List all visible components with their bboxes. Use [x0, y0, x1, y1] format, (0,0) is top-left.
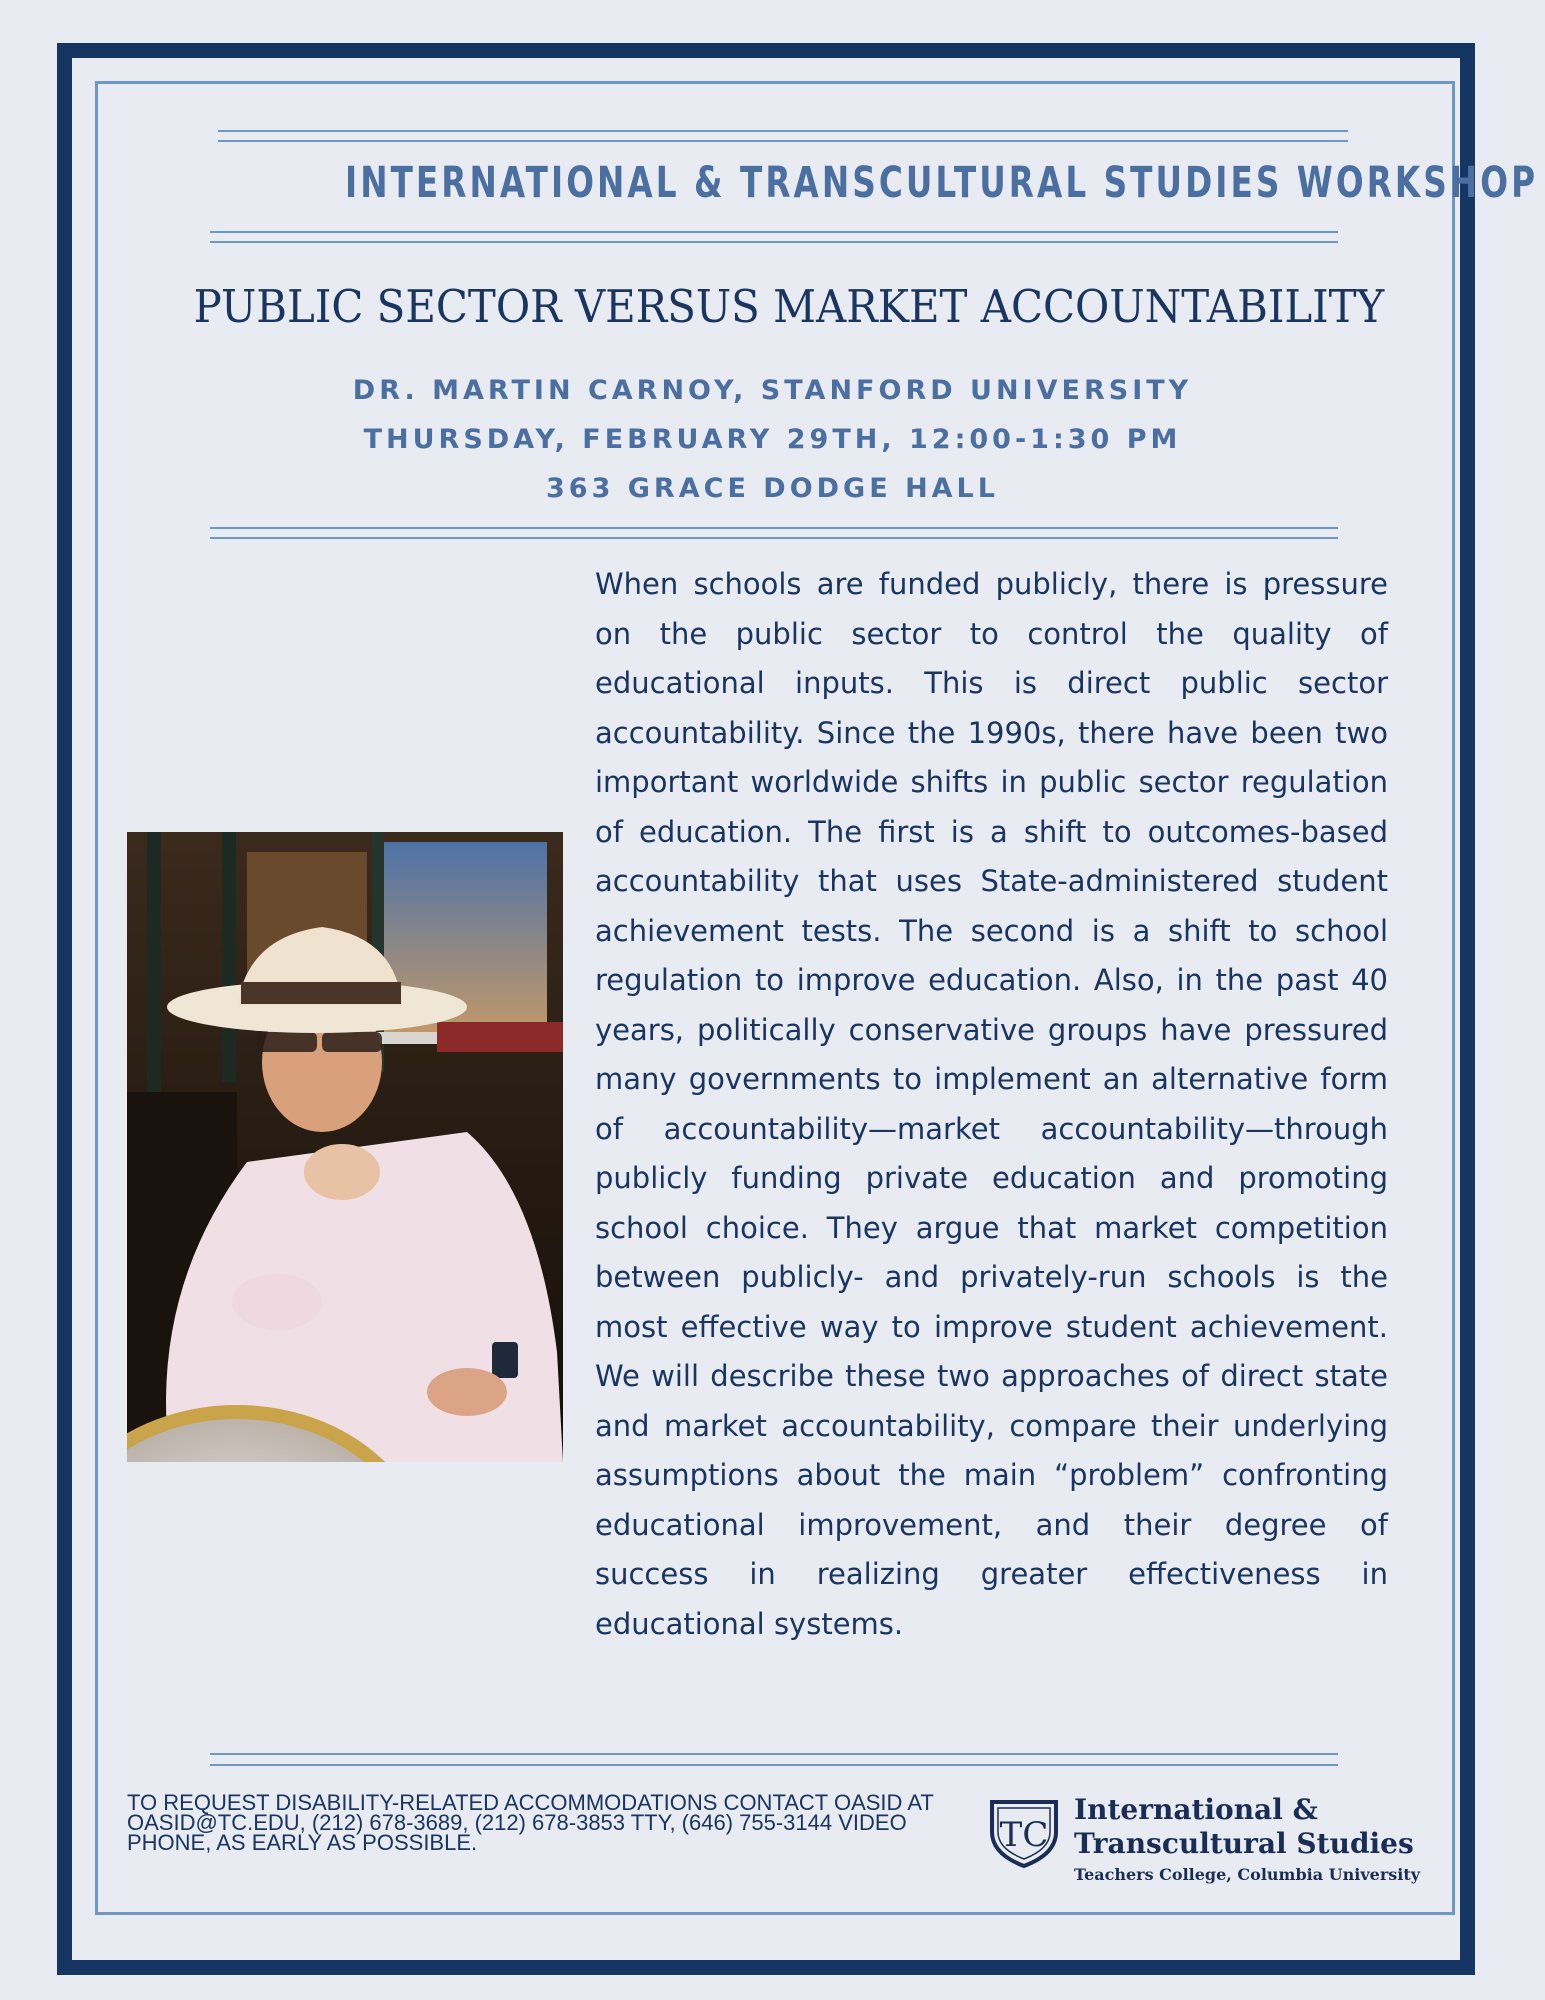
- tc-logo: [988, 1793, 1428, 1884]
- datetime-line: THURSDAY, FEBRUARY 29TH, 12:00-1:30 PM: [363, 424, 1182, 455]
- logo-line-2: Transcultural Studies: [1074, 1827, 1414, 1860]
- divider: [210, 241, 1338, 243]
- divider: [210, 1753, 1338, 1755]
- divider: [210, 537, 1338, 539]
- speaker-line: DR. MARTIN CARNOY, STANFORD UNIVERSITY: [352, 375, 1193, 406]
- divider: [210, 1764, 1338, 1766]
- speaker-photo: [127, 832, 563, 1462]
- divider: [210, 231, 1338, 233]
- divider: [210, 527, 1338, 529]
- accommodations-note: TO REQUEST DISABILITY-RELATED ACCOMMODATIONS CONTACT OASID AT OASID@TC.EDU, (212) 678-3689, (212) 678-3853 TTY, (646) 755-3144 VIDEO PHONE, AS EARLY AS POSSIBLE.: [127, 1790, 934, 1855]
- event-title: PUBLIC SECTOR VERSUS MARKET ACCOUNTABILITY: [193, 280, 1385, 333]
- logo-monogram: TC: [999, 1815, 1049, 1855]
- location-line: 363 GRACE DODGE HALL: [546, 473, 999, 504]
- divider: [218, 130, 1348, 132]
- workshop-title: INTERNATIONAL & TRANSCULTURAL STUDIES WORKSHOP: [345, 158, 1539, 208]
- logo-line-1: International &: [1074, 1793, 1318, 1826]
- event-details: [150, 366, 1395, 513]
- shield-icon: [988, 1796, 1060, 1868]
- divider: [218, 140, 1348, 142]
- logo-line-3: Teachers College, Columbia University: [1074, 1865, 1421, 1884]
- abstract-text: When schools are funded publicly, there is pressure on the public sector to control the quality of educational inputs. This is direct public sector accountability. Since the 1990s, there have been two important worldwide shifts in public sector regulation of education. The first is a shift to outcomes-based accountability that uses State-administered student achievement tests. The second is a shift to school regulation to improve education. Also, in the past 40 years, politically conservative groups have pressured many governments to implement an alternative form of accountability—market accountability—through publicly funding private education and promoting school choice. They argue that market competition between publicly- and privately-run schools is the most effective way to improve student achievement. We will describe these two approaches of direct state and market accountability, compare their underlying assumptions about the main “problem” confronting educational improvement, and their degree of success in realizing greater effectiveness in educational systems.: [595, 567, 1388, 1641]
